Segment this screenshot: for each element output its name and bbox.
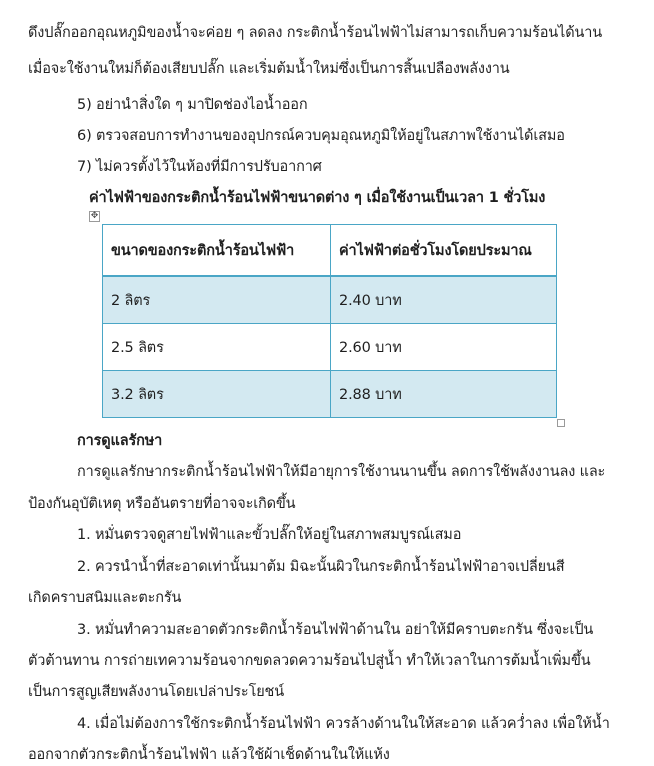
table-cell: 2.40 บาท [331, 276, 557, 324]
table-cell: 2.88 บาท [331, 371, 557, 418]
table-row [103, 276, 557, 324]
table-cell: 2 ลิตร [103, 276, 331, 324]
paragraph-line: ป้องกันอุบัติเหตุ หรืออันตรายที่อาจจะเกิดขึ้น [28, 496, 296, 512]
table-cell: 3.2 ลิตร [103, 371, 331, 418]
list-item: 2. ควรนำน้ำที่สะอาดเท่านั้นมาต้ม มิฉะนั้นผิวในกระติกน้ำร้อนไฟฟ้าอาจเปลี่ยนสี [77, 559, 565, 575]
paragraph-line: ตัวต้านทาน การถ่ายเทความร้อนจากขดลวดความร้อนไปสู่น้ำ ทำให้เวลาในการต้มน้ำเพิ่มขึ้น [28, 653, 591, 669]
list-item: 7) ไม่ควรตั้งไว้ในห้องที่มีการปรับอากาศ [77, 159, 322, 175]
table-cell: 2.5 ลิตร [103, 324, 331, 371]
table-cell: 2.60 บาท [331, 324, 557, 371]
list-item: 6) ตรวจสอบการทำงานของอุปกรณ์ควบคุมอุณหภูมิให้อยู่ในสภาพใช้งานได้เสมอ [77, 128, 565, 144]
paragraph-line: ดึงปลั๊กออกอุณหภูมิของน้ำจะค่อย ๆ ลดลง กระติกน้ำร้อนไฟฟ้าไม่สามารถเก็บความร้อนได้นาน [28, 25, 602, 41]
table-header-cell: ค่าไฟฟ้าต่อชั่วโมงโดยประมาณ [331, 225, 557, 277]
table-row [103, 324, 557, 371]
list-item: 4. เมื่อไม่ต้องการใช้กระติกน้ำร้อนไฟฟ้า ควรล้างด้านในให้สะอาด แล้วคว่ำลง เพื่อให้น้ำ [77, 716, 610, 732]
list-item: 1. หมั่นตรวจดูสายไฟฟ้าและขั้วปลั๊กให้อยู่ในสภาพสมบูรณ์เสมอ [77, 527, 462, 543]
cost-table [102, 224, 557, 418]
paragraph-line: ออกจากตัวกระติกน้ำร้อนไฟฟ้า แล้วใช้ผ้าเช็ดด้านในให้แห้ง [28, 747, 390, 763]
table-header-cell: ขนาดของกระติกน้ำร้อนไฟฟ้า [103, 225, 331, 277]
table-move-handle-icon[interactable]: ✥ [90, 211, 99, 221]
section-heading: การดูแลรักษา [77, 433, 163, 449]
table-resize-handle-icon[interactable] [557, 419, 565, 427]
table-header-row [103, 225, 557, 277]
paragraph-line: การดูแลรักษากระติกน้ำร้อนไฟฟ้าให้มีอายุการใช้งานนานขึ้น ลดการใช้พลังงานลง และ [77, 464, 606, 480]
list-item: 5) อย่านำสิ่งใด ๆ มาปิดช่องไอน้ำออก [77, 97, 308, 113]
table-row [103, 371, 557, 418]
list-item: 3. หมั่นทำความสะอาดตัวกระติกน้ำร้อนไฟฟ้าด้านใน อย่าให้มีคราบตะกรัน ซึ่งจะเป็น [77, 622, 594, 638]
paragraph-line: เมื่อจะใช้งานใหม่ก็ต้องเสียบปลั๊ก และเริ่มต้มน้ำใหม่ซึ่งเป็นการสิ้นเปลืองพลังงาน [28, 61, 510, 77]
paragraph-line: เกิดคราบสนิมและตะกรัน [28, 590, 182, 606]
paragraph-line: เป็นการสูญเสียพลังงานโดยเปล่าประโยชน์ [28, 684, 285, 700]
table-caption: ค่าไฟฟ้าของกระติกน้ำร้อนไฟฟ้าขนาดต่าง ๆ เมื่อใช้งานเป็นเวลา 1 ชั่วโมง [89, 190, 546, 206]
